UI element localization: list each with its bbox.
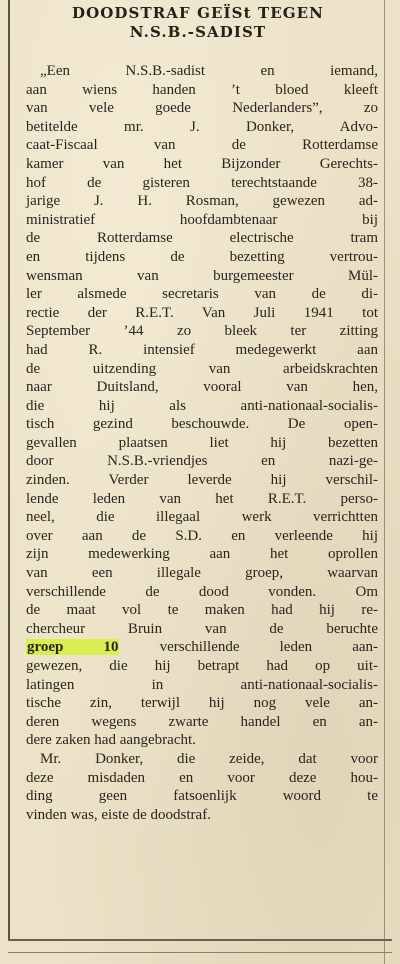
text-line: aan wiens handen ’t bloed kleeft [26, 81, 378, 98]
text-line: chercheur Bruin van de beruchte [26, 620, 378, 637]
text-line: de maat vol te maken had hij re- [26, 602, 378, 619]
paragraph-1 [26, 62, 378, 638]
paragraph-2 [26, 750, 378, 824]
article-body [26, 62, 378, 824]
text-line: verschillende de dood vonden. Om [26, 583, 378, 600]
article-headline [18, 4, 378, 42]
text-line: door N.S.B.-vriendjes en nazi-ge- [26, 453, 378, 470]
text-line: en tijdens de bezetting vertrou- [26, 248, 378, 265]
text-line: tisch gezind beschouwde. De open- [26, 416, 378, 433]
text-line: dere zaken had aangebracht. [26, 732, 196, 749]
text-line: Mr. Donker, die zeide, dat voor [40, 750, 378, 767]
column-rule-bottom-thin [8, 952, 392, 953]
text-line: hof de gisteren terechtstaande 38- [26, 174, 378, 191]
text-line: de uitzending van arbeidskrachten [26, 360, 378, 377]
text-line: vinden was, eiste de doodstraf. [26, 806, 211, 823]
text-line: deze misdaden en voor deze hou- [26, 769, 378, 786]
text-line: neel, die illegaal werk verrichtten [26, 509, 378, 526]
text-line: naar Duitsland, vooral van hen, [26, 379, 378, 396]
text-line: wensman van burgemeester Mül- [26, 267, 378, 284]
text-line: van een illegale groep, waarvan [26, 565, 378, 582]
text-line: „Een N.S.B.-sadist en iemand, [40, 63, 378, 79]
column-rule-left [8, 0, 10, 940]
text-line: lende leden van het R.E.T. perso- [26, 490, 378, 507]
text-line: ler alsmede secretaris van de di- [26, 286, 378, 303]
text-line: de Rotterdamse electrische tram [26, 230, 378, 247]
column-rule-right [384, 0, 385, 964]
text-line: betitelde mr. J. Donker, Advo- [26, 118, 378, 135]
text-line: caat-Fiscaal van de Rotterdamse [26, 137, 378, 154]
highlighted-term: groep 10 [27, 639, 119, 656]
text-line-highlighted [26, 638, 378, 657]
headline-line: N.S.B.-SADIST [129, 23, 267, 41]
text-line: van vele goede Nederlanders”, zo [26, 100, 378, 117]
text-line: had R. intensief medegewerkt aan [26, 341, 378, 358]
text-line: gewezen, die hij betrapt had op uit- [26, 658, 378, 674]
text-line: zijn medewerking aan het oprollen [26, 546, 378, 563]
text-line: ding geen fatsoenlijk woord te [26, 788, 378, 805]
text-line: die hij als anti-nationaal-socialis- [26, 397, 378, 414]
text-line: rectie der R.E.T. Van Juli 1941 tot [26, 304, 378, 321]
text-line-rest: verschillende leden aan- [159, 639, 379, 656]
text-line: jarige J. H. Rosman, gewezen ad- [26, 193, 378, 210]
column-rule-bottom [8, 939, 392, 941]
text-line: deren wegens zwarte handel en an- [26, 713, 378, 730]
headline-line: DOODSTRAF GEÏSt TEGEN [71, 4, 324, 22]
text-line: over aan de S.D. en verleende hij [26, 527, 378, 544]
text-line: gevallen plaatsen liet hij bezetten [26, 434, 378, 451]
text-line: ministratief hoofdambtenaar bij [26, 211, 378, 228]
text-line: zinden. Verder leverde hij verschil- [26, 472, 378, 489]
text-line: September ’44 zo bleek ter zitting [26, 323, 378, 340]
text-line: latingen in anti-nationaal-socialis- [26, 676, 378, 693]
paragraph-1-tail [26, 657, 378, 750]
text-line: tische zin, terwijl hij nog vele an- [26, 695, 378, 712]
text-line: kamer van het Bijzonder Gerechts- [26, 155, 378, 172]
